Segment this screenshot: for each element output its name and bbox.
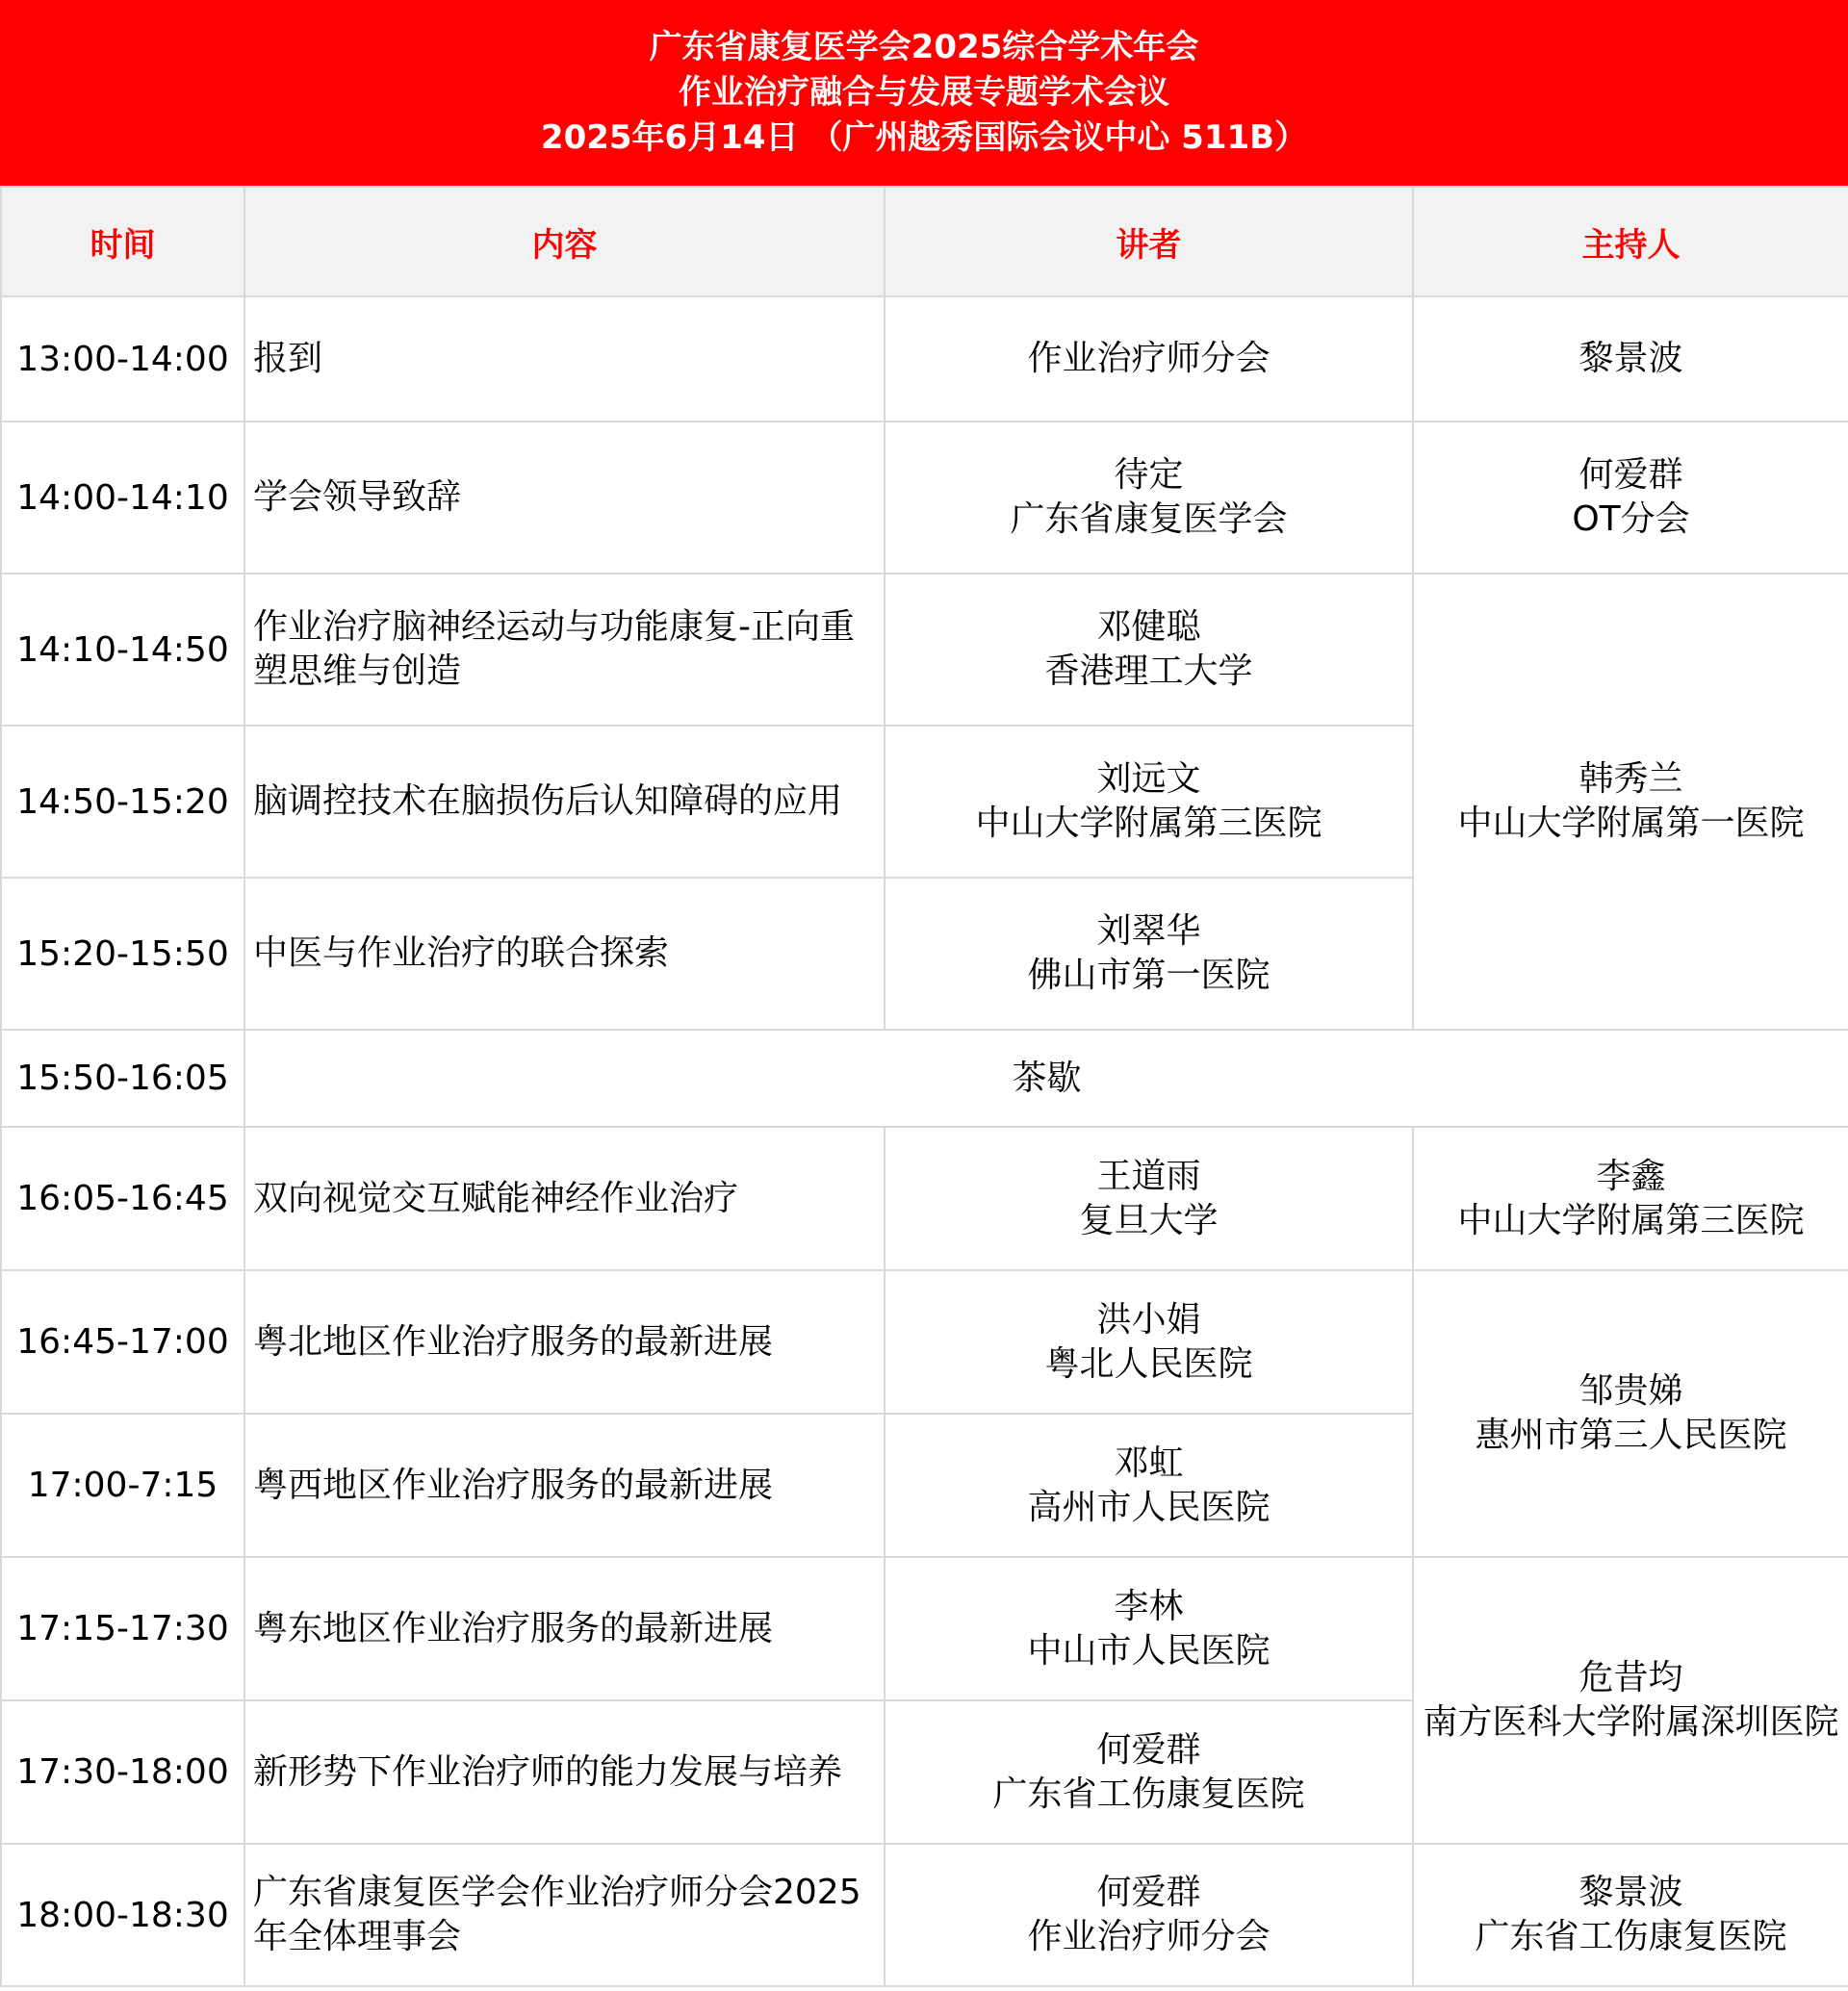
time-cell: 17:00-7:15 xyxy=(1,1414,244,1557)
speaker-affiliation: 复旦大学 xyxy=(1079,1200,1219,1240)
table-row xyxy=(1,1127,1848,1270)
speaker-name: 李林 xyxy=(1114,1586,1184,1626)
speaker-cell xyxy=(885,1414,1413,1557)
speaker-name: 刘远文 xyxy=(1096,759,1201,799)
time-cell: 14:10-14:50 xyxy=(1,574,244,726)
column-header-speaker: 讲者 xyxy=(885,187,1413,296)
host-cell xyxy=(1413,1844,1848,1986)
content-cell: 粤西地区作业治疗服务的最新进展 xyxy=(244,1414,885,1557)
time-cell: 16:05-16:45 xyxy=(1,1127,244,1270)
speaker-cell xyxy=(885,574,1413,726)
content-cell: 作业治疗脑神经运动与功能康复-正向重塑思维与创造 xyxy=(244,574,885,726)
host-cell xyxy=(1413,1127,1848,1270)
speaker-affiliation: 中山市人民医院 xyxy=(1027,1630,1270,1671)
content-cell: 广东省康复医学会作业治疗师分会2025年全体理事会 xyxy=(244,1844,885,1986)
time-cell: 15:50-16:05 xyxy=(1,1030,244,1127)
table-row xyxy=(1,1030,1848,1127)
host-affiliation: 惠州市第三人民医院 xyxy=(1475,1416,1787,1455)
column-header-host: 主持人 xyxy=(1413,187,1848,296)
time-cell: 17:30-18:00 xyxy=(1,1700,244,1844)
host-name: 黎景波 xyxy=(1578,1873,1683,1912)
schedule-table xyxy=(0,186,1848,1987)
header-subtitle: 作业治疗融合与发展专题学术会议 xyxy=(679,73,1169,112)
host-affiliation: 南方医科大学附属深圳医院 xyxy=(1423,1702,1839,1742)
time-cell: 14:00-14:10 xyxy=(1,421,244,574)
speaker-affiliation: 中山大学附属第三医院 xyxy=(975,804,1322,843)
time-cell: 14:50-15:20 xyxy=(1,726,244,878)
header-date-venue: 2025年6月14日 （广州越秀国际会议中心 511B） xyxy=(540,118,1308,157)
host-cell xyxy=(1413,574,1848,1030)
speaker-name: 洪小娟 xyxy=(1096,1299,1201,1340)
column-header-content: 内容 xyxy=(244,187,885,296)
host-affiliation: OT分会 xyxy=(1572,499,1690,539)
speaker-name: 何爱群 xyxy=(1096,1873,1201,1912)
content-cell: 粤东地区作业治疗服务的最新进展 xyxy=(244,1557,885,1700)
speaker-affiliation: 广东省工伤康复医院 xyxy=(992,1774,1305,1814)
content-cell: 粤北地区作业治疗服务的最新进展 xyxy=(244,1270,885,1414)
time-cell: 18:00-18:30 xyxy=(1,1844,244,1986)
content-cell: 中医与作业治疗的联合探索 xyxy=(244,878,885,1030)
speaker-name: 王道雨 xyxy=(1096,1156,1201,1196)
content-cell: 学会领导致辞 xyxy=(244,421,885,574)
speaker-cell xyxy=(885,1127,1413,1270)
content-cell: 新形势下作业治疗师的能力发展与培养 xyxy=(244,1700,885,1844)
host-name: 黎景波 xyxy=(1578,339,1683,378)
time-cell: 15:20-15:50 xyxy=(1,878,244,1030)
time-cell: 16:45-17:00 xyxy=(1,1270,244,1414)
speaker-name: 作业治疗师分会 xyxy=(1027,339,1270,378)
speaker-affiliation: 香港理工大学 xyxy=(1044,651,1253,691)
host-name: 邹贵娣 xyxy=(1578,1371,1683,1411)
speaker-name: 何爱群 xyxy=(1096,1729,1201,1770)
host-name: 韩秀兰 xyxy=(1578,759,1683,799)
speaker-name: 邓虹 xyxy=(1114,1442,1184,1483)
break-cell: 茶歇 xyxy=(244,1030,1848,1127)
speaker-affiliation: 高州市人民医院 xyxy=(1027,1487,1270,1527)
host-name: 危昔均 xyxy=(1578,1658,1683,1697)
speaker-affiliation: 粤北人民医院 xyxy=(1044,1343,1253,1384)
speaker-affiliation: 作业治疗师分会 xyxy=(1027,1917,1270,1956)
content-cell: 双向视觉交互赋能神经作业治疗 xyxy=(244,1127,885,1270)
header-title: 广东省康复医学会2025综合学术年会 xyxy=(649,28,1199,66)
table-row xyxy=(1,1557,1848,1700)
host-name: 李鑫 xyxy=(1596,1156,1666,1196)
speaker-affiliation: 佛山市第一医院 xyxy=(1027,956,1270,995)
speaker-affiliation: 广东省康复医学会 xyxy=(1010,499,1288,539)
host-affiliation: 广东省工伤康复医院 xyxy=(1475,1917,1787,1956)
host-cell xyxy=(1413,1557,1848,1844)
content-cell: 报到 xyxy=(244,296,885,421)
speaker-cell xyxy=(885,1844,1413,1986)
speaker-name: 邓健聪 xyxy=(1096,607,1201,647)
host-name: 何爱群 xyxy=(1578,455,1683,495)
host-affiliation: 中山大学附属第三医院 xyxy=(1457,1200,1805,1240)
speaker-cell xyxy=(885,726,1413,878)
host-affiliation: 中山大学附属第一医院 xyxy=(1457,804,1805,843)
table-row xyxy=(1,421,1848,574)
speaker-cell xyxy=(885,1270,1413,1414)
content-cell: 脑调控技术在脑损伤后认知障碍的应用 xyxy=(244,726,885,878)
speaker-name: 刘翠华 xyxy=(1096,911,1201,951)
host-cell xyxy=(1413,296,1848,421)
schedule-header xyxy=(0,0,1848,186)
time-cell: 13:00-14:00 xyxy=(1,296,244,421)
table-header-row xyxy=(1,187,1848,296)
table-row xyxy=(1,296,1848,421)
speaker-cell xyxy=(885,1557,1413,1700)
table-row xyxy=(1,1844,1848,1986)
host-cell xyxy=(1413,1270,1848,1557)
speaker-cell xyxy=(885,1700,1413,1844)
host-cell xyxy=(1413,421,1848,574)
speaker-cell xyxy=(885,878,1413,1030)
speaker-cell xyxy=(885,421,1413,574)
speaker-cell xyxy=(885,296,1413,421)
table-row xyxy=(1,574,1848,726)
time-cell: 17:15-17:30 xyxy=(1,1557,244,1700)
table-row xyxy=(1,1270,1848,1414)
speaker-name: 待定 xyxy=(1114,455,1184,495)
column-header-time: 时间 xyxy=(1,187,244,296)
